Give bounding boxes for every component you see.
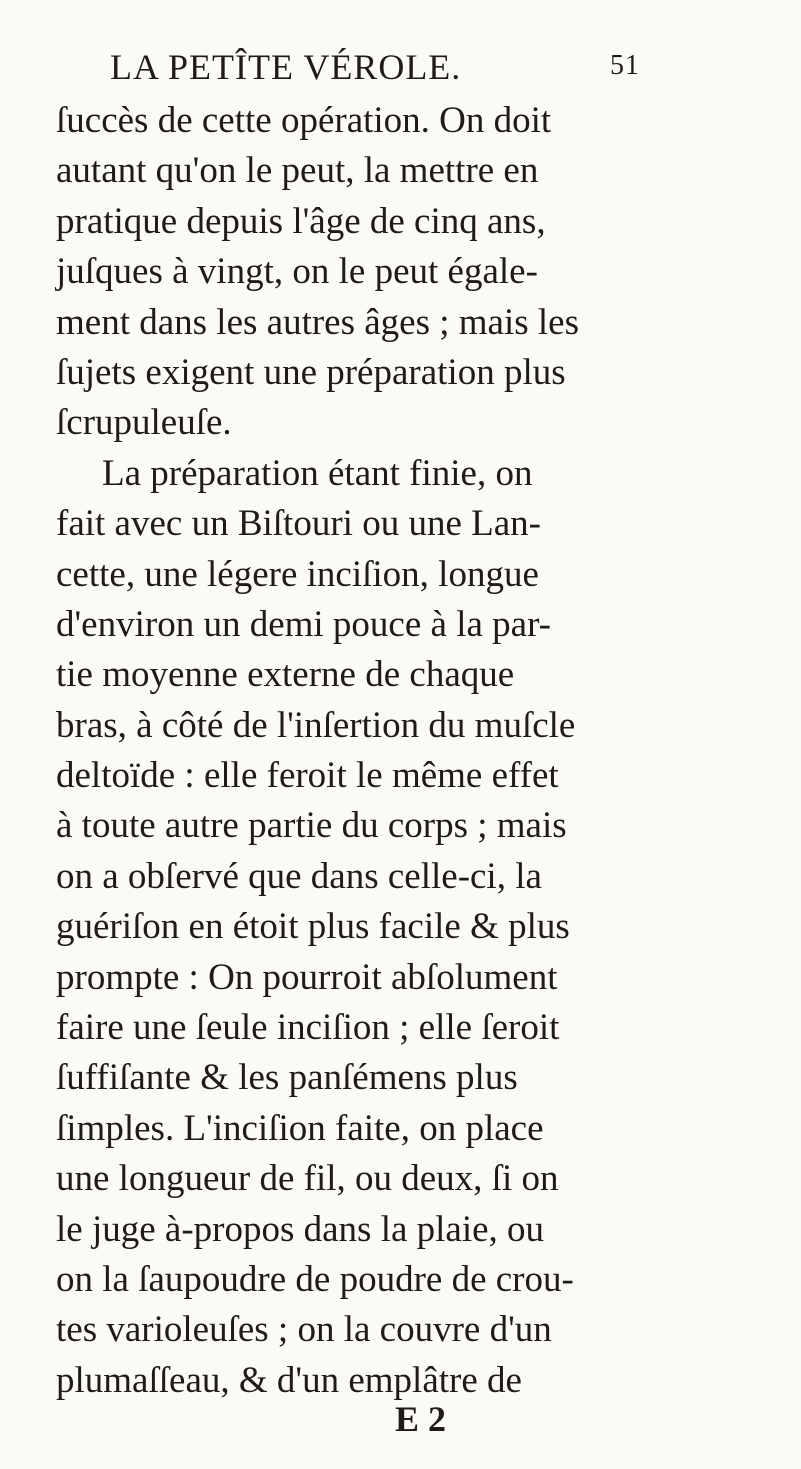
text-line: le juge à-propos dans la plaie, ou	[56, 1208, 545, 1250]
text-line: autant qu'on le peut, la mettre en	[56, 150, 539, 192]
running-header	[110, 46, 670, 90]
text-line: à toute autre partie du corps ; mais	[56, 805, 567, 847]
text-line: plumaſſeau, & d'un emplâtre de	[56, 1359, 522, 1401]
text-line: tie moyenne externe de chaque	[56, 654, 515, 696]
text-line: ſuccès de cette opération. On doit	[56, 100, 552, 141]
body-text	[56, 96, 756, 1406]
page-number: 51	[610, 50, 640, 81]
text-line: faire une ſeule inciſion ; elle ſeroit	[56, 1007, 560, 1049]
text-line: guériſon en étoit plus facile & plus	[56, 906, 570, 948]
text-line: cette, une légere inciſion, longue	[56, 553, 539, 595]
text-line: ſcrupuleuſe.	[56, 402, 232, 444]
text-line: ment dans les autres âges ; mais les	[56, 301, 580, 343]
text-line: ſuffiſante & les panſémens plus	[56, 1057, 518, 1099]
paragraph-start-line: La préparation étant finie, on	[102, 452, 533, 494]
text-line: juſques à vingt, on le peut égale-	[56, 251, 538, 293]
text-line: pratique depuis l'âge de cinq ans,	[56, 200, 546, 242]
text-line: une longueur de fil, ou deux, ſi on	[56, 1158, 559, 1200]
text-line: on la ſaupoudre de poudre de crou-	[56, 1258, 574, 1300]
running-title: LA PETÎTE VÉROLE.	[110, 47, 462, 87]
text-line: d'environ un demi pouce à la par-	[56, 603, 551, 645]
text-line: ſimples. L'inciſion faite, on place	[56, 1107, 544, 1149]
signature-mark: E 2	[395, 1399, 447, 1439]
text-line: prompte : On pourroit abſolument	[56, 956, 558, 998]
text-line: on a obſervé que dans celle-ci, la	[56, 855, 542, 897]
text-line: bras, à côté de l'inſertion du muſcle	[56, 704, 576, 746]
text-line: deltoïde : elle feroit le même effet	[56, 755, 559, 797]
text-line: fait avec un Biſtouri ou une Lan-	[56, 503, 541, 545]
text-line: ſujets exigent une préparation plus	[56, 351, 566, 393]
text-line: tes varioleuſes ; on la couvre d'un	[56, 1309, 552, 1351]
